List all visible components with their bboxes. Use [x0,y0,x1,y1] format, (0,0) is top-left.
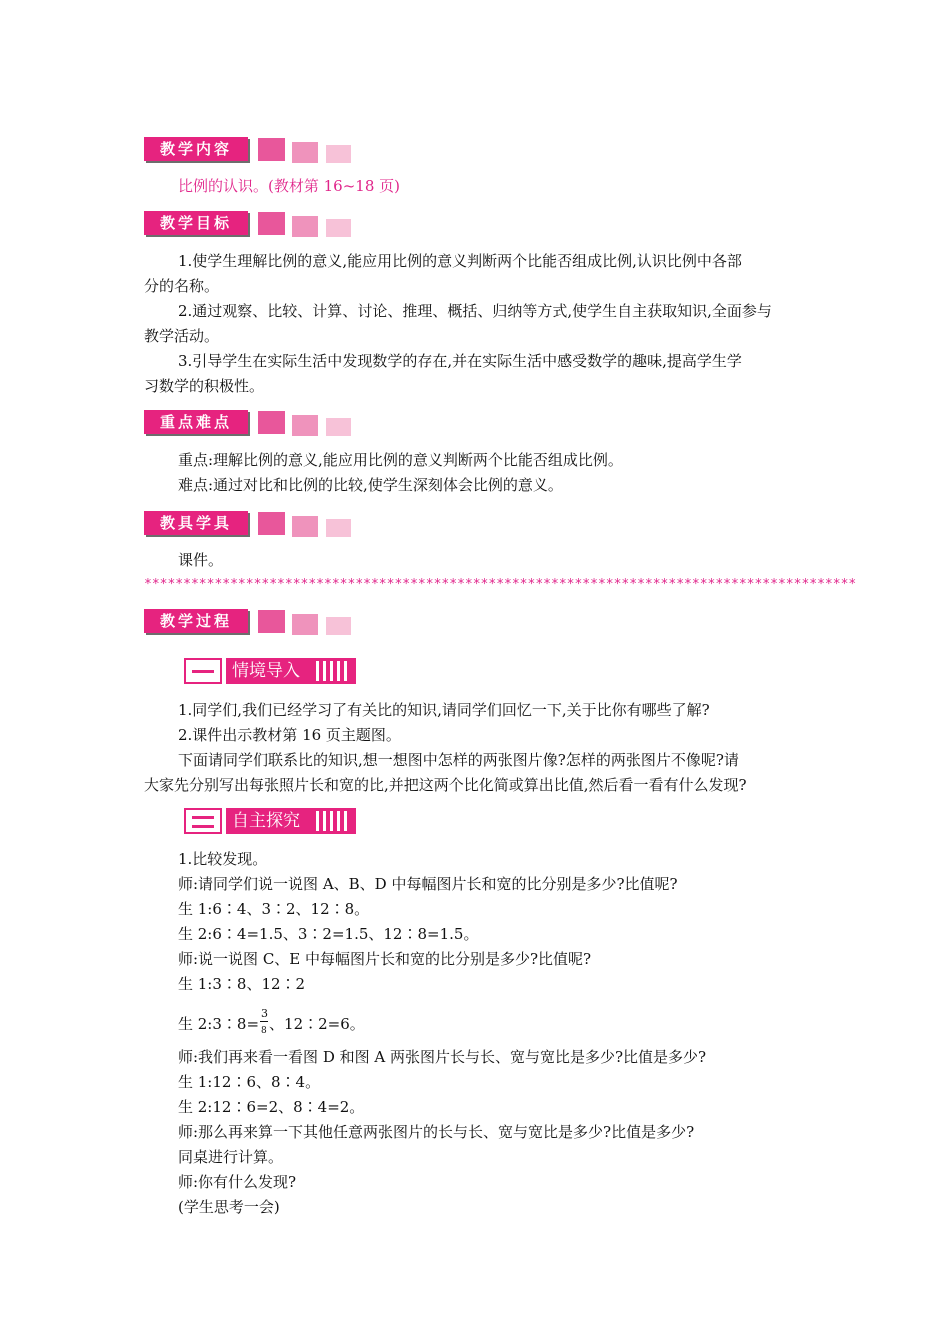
decor-square [326,617,351,635]
subsection-title-bar [226,658,356,684]
section-title: 教具学具 [144,511,248,535]
explore-line: 生 2:12∶6=2、8∶4=2。 [178,1098,365,1116]
decor-square [258,411,285,434]
explore-line: 同桌进行计算。 [178,1148,284,1166]
decor-square [258,138,285,161]
explore-line: 生 1:6∶4、3∶2、12∶8。 [178,900,370,918]
explore-line: 师:我们再来看一看图 D 和图 A 两张图片长与长、宽与宽比是多少?比值是多少? [178,1048,707,1066]
subsection-title-bar [226,808,356,834]
decor-square [258,212,285,235]
section-title: 教学过程 [144,609,248,633]
fraction-denominator: 8 [261,1026,267,1036]
intro-line: 2.课件出示教材第 16 页主题图。 [178,726,401,744]
keypoint-line: 难点:通过对比和比例的比较,使学生深刻体会比例的意义。 [178,476,563,494]
explore-line: (学生思考一会) [178,1198,280,1216]
decor-square [258,610,285,633]
intro-line: 1.同学们,我们已经学习了有关比的知识,请同学们回忆一下,关于比你有哪些了解? [178,701,710,719]
goal-line: 1.使学生理解比例的意义,能应用比例的意义判断两个比能否组成比例,认识比例中各部 [178,252,742,270]
decor-square [326,418,351,436]
fraction-suffix: 、12∶2=6。 [269,1015,365,1033]
decor-square [326,219,351,237]
explore-line: 生 2:6∶4=1.5、3∶2=1.5、12∶8=1.5。 [178,925,479,943]
subsection-title: 情境导入 [232,661,300,681]
decor-square [292,415,318,436]
section-title: 教学内容 [144,137,248,161]
tools-text: 课件。 [178,551,224,569]
star-divider: ******************************************************************************************* [144,577,857,592]
explore-line: 师:说一说图 C、E 中每幅图片长和宽的比分别是多少?比值呢? [178,950,592,968]
explore-line: 师:你有什么发现? [178,1173,297,1191]
goal-line: 习数学的积极性。 [144,377,265,395]
numeral-two-icon [184,808,222,834]
explore-line: 生 1:12∶6、8∶4。 [178,1073,321,1091]
explore-line: 师:请同学们说一说图 A、B、D 中每幅图片长和宽的比分别是多少?比值呢? [178,875,678,893]
decor-square [326,519,351,537]
explore-line: 师:那么再来算一下其他任意两张图片的长与长、宽与宽比是多少?比值是多少? [178,1123,695,1141]
fraction [259,1007,269,1036]
explore-line: 1.比较发现。 [178,850,268,868]
decor-square [326,145,351,163]
fraction-numerator: 3 [261,1007,269,1020]
decor-square [292,614,318,635]
intro-line: 大家先分别写出每张照片长和宽的比,并把这两个比化简或算出比值,然后看一看有什么发现? [144,776,747,794]
goal-line: 教学活动。 [144,327,220,345]
goal-line: 3.引导学生在实际生活中发现数学的存在,并在实际生活中感受数学的趣味,提高学生学 [178,352,742,370]
explore-line-fraction [178,1007,858,1036]
numeral-one-icon [184,658,222,684]
section-title: 教学目标 [144,211,248,235]
intro-line: 下面请同学们联系比的知识,想一想图中怎样的两张图片像?怎样的两张图片不像呢?请 [178,751,739,769]
decor-square [292,216,318,237]
section-title: 重点难点 [144,410,248,434]
decor-square [292,142,318,163]
keypoint-line: 重点:理解比例的意义,能应用比例的意义判断两个比能否组成比例。 [178,451,623,469]
content-text: 比例的认识。(教材第 16~18 页) [178,177,400,195]
decor-square [292,516,318,537]
explore-line: 生 1:3∶8、12∶2 [178,975,306,993]
goal-line: 2.通过观察、比较、计算、讨论、推理、概括、归纳等方式,使学生自主获取知识,全面参与 [178,302,772,320]
goal-line: 分的名称。 [144,277,220,295]
decor-square [258,512,285,535]
fraction-prefix: 生 2:3∶8= [178,1015,260,1033]
subsection-title: 自主探究 [232,811,300,831]
